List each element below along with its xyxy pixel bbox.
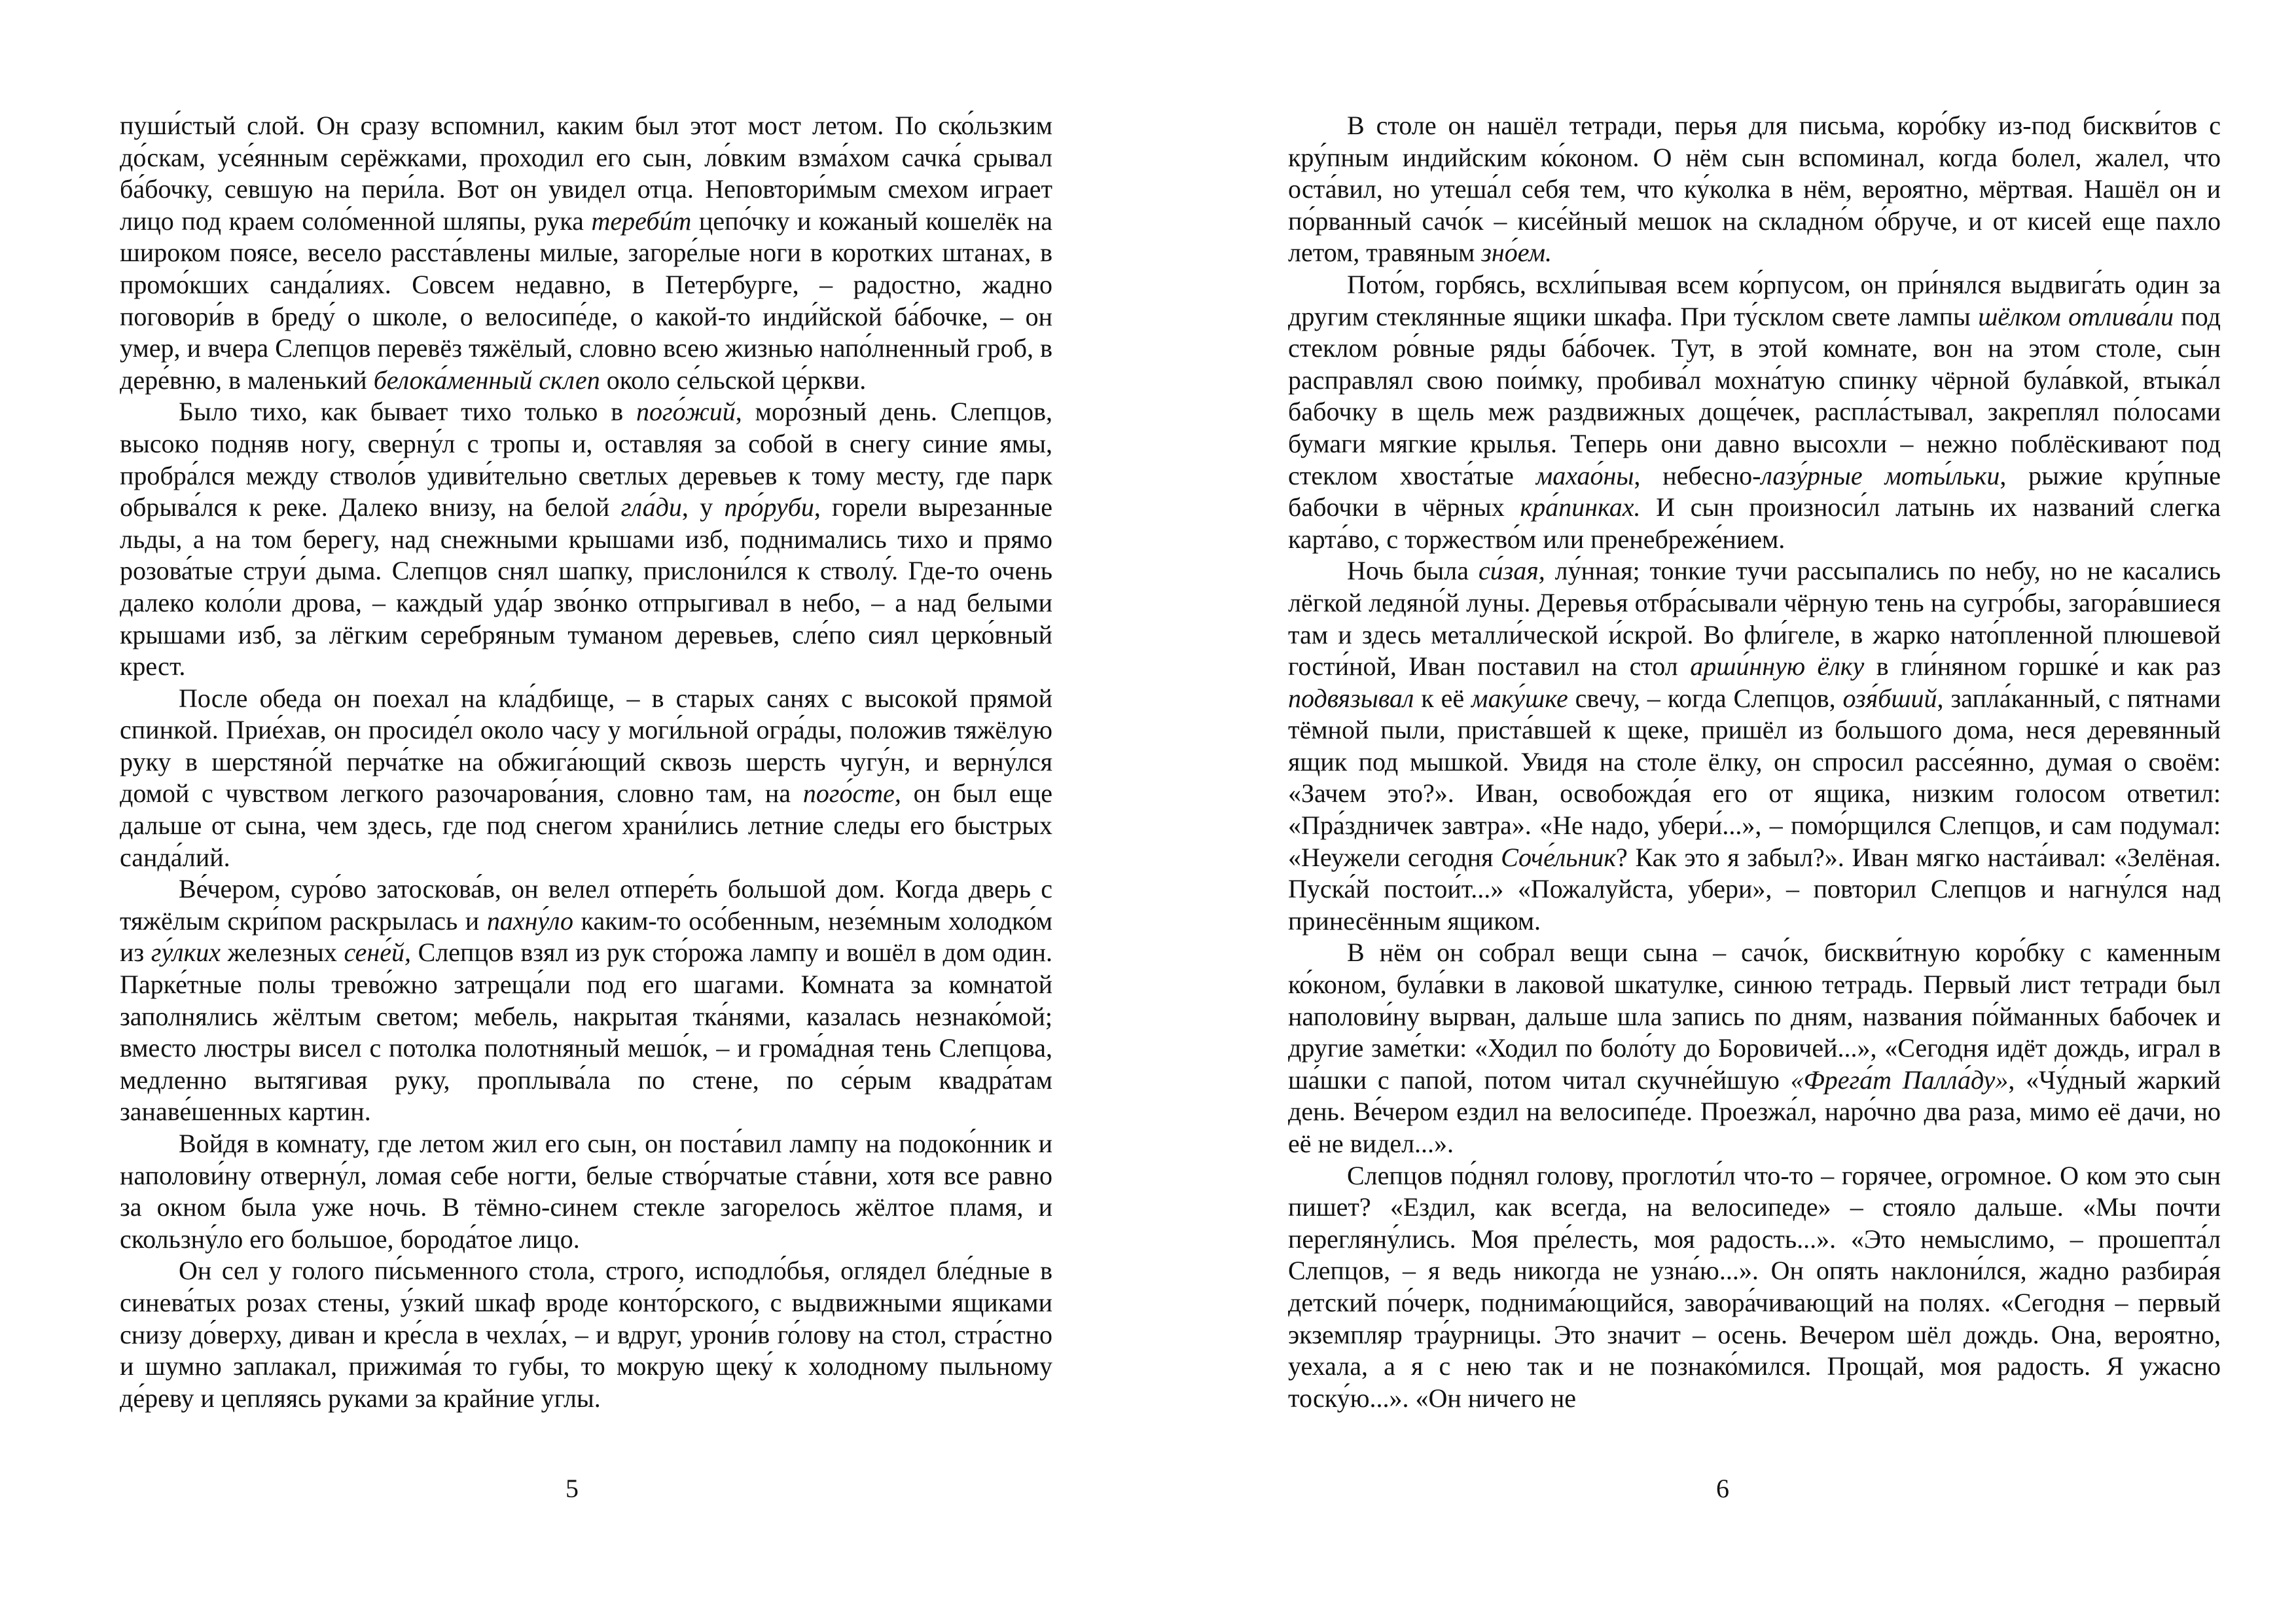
text-run: В столе он нашёл тетради, перья для письма, коро́бку из-под бискви́тов с кру́пным индийским ко́коном. О нём сын вспоминал, когда болел, жалел, что оста́вил, но утеша́л себя тем, что ку́колка в нём, вероятно, мёртвая. Нашёл он и по́рванный сачо́к – кисе́йный мешок на складно́м о́бруче, и от кисей еще пахло летом, травяным bbox=[1288, 111, 2221, 268]
text-run: Ве́чером, суро́во затоскова́в, он велел отпере́ть большой дом. Когда дверь с тяжёлым скри́пом раскрылась и bbox=[120, 874, 1052, 936]
paragraph bbox=[120, 873, 1052, 1128]
text-run: , у bbox=[681, 492, 725, 522]
text-run: , небесно- bbox=[1634, 460, 1761, 490]
text-run: , «Чу́дный жаркий день. Ве́чером ездил на велосипе́де. Проезжа́л, наро́чно два раза, мимо её дачи, но её не видел...». bbox=[1288, 1065, 2221, 1158]
text-run: , запла́канный, с пятнами тёмной пыли, приста́вшей к щеке, пришёл из большого дома, неся деревянный ящик под мышкой. Увидя на столе ёлку, он спросил рассе́янно, думая о своём: «Зачем это?». Иван, освобожда́я его от ящика, низким голосом ответил: «Пра́здничек завтра». «Не надо, убери́...», – помо́рщился Слепцов, и сам подумал: «Неужели сегодня bbox=[1288, 683, 2221, 872]
text-run: в гли́няном горшке́ и как раз bbox=[1864, 651, 2221, 682]
text-run: В нём он собрал вещи сына – сачо́к, бискви́тную коро́бку с каменным ко́коном, була́вки в лаковой шкатулке, синюю тетрадь. Первый лист тетради был наполови́ну вырван, дальше шла запись по дням, названия по́йманных бабочек и другие заме́тки: «Ходил по боло́ту до Боровичей...», «Сегодня идёт дождь, играл в ша́шки с папой, потом читал скучне́йшую bbox=[1288, 938, 2221, 1095]
text-run: Ночь была bbox=[1347, 556, 1479, 586]
page-number-left: 5 bbox=[565, 1474, 579, 1503]
paragraph bbox=[120, 1128, 1052, 1255]
text-run: ? Как это я забыл?». Иван мягко наста́ивал: «Зелёная. Пуска́й постои́т...» «Пожалуйста, убери», – повторил Слепцов и нагну́лся над принесённым ящиком. bbox=[1288, 842, 2221, 936]
paragraph bbox=[120, 683, 1052, 874]
text-run: каким-то осо́бенным, незе́мным холодко́м из bbox=[120, 905, 1052, 968]
italic-phrase: лазу́рные моты́льки bbox=[1761, 460, 2000, 490]
right-page-text bbox=[1288, 110, 2221, 1414]
paragraph bbox=[1288, 555, 2221, 937]
text-run: Было тихо, как бывает тихо только в bbox=[179, 397, 636, 427]
text-run: лу́нная; тонкие тучи рассыпались по небу, но не касались лёгкой ледяно́й луны. Деревья отбра́сывали чёрную тень на сугро́бы, загора́вшиеся там и здесь металли́ческой и́скрой. Во фли́геле, в жарко нато́пленной плюшевой гости́ной, Иван поставил на стол bbox=[1288, 556, 2221, 682]
text-run: около се́льской це́ркви. bbox=[600, 365, 867, 395]
text-run: , моро́зный день. Слепцов, высоко подняв ногу, сверну́л с тропы и, оставляя за собой в снегу синие ямы, пробра́лся между стволо́в удиви́тельно светлых деревьев к тому месту, где парк обрыва́лся к реке. Далеко внизу, на белой bbox=[120, 397, 1052, 522]
italic-phrase: шёлком отлива́ли bbox=[1978, 301, 2174, 331]
italic-phrase: махао́ны bbox=[1535, 460, 1634, 490]
italic-phrase: сене́й, bbox=[344, 938, 412, 968]
text-run: После обеда он поехал на кла́дбище, – в старых санях с высокой прямой спинкой. Прие́хав, он просиде́л около часу у моги́льной огра́ды, положив тяжёлую руку в шерстяно́й перча́тке на обжига́ющий сквозь шерсть чугу́н, и верну́лся домой с чувством легкого разочарова́ния, словно там, на bbox=[120, 683, 1052, 809]
italic-phrase: белока́менный склеп bbox=[373, 365, 600, 395]
italic-phrase: си́зая, bbox=[1478, 556, 1545, 586]
italic-phrase: озя́бший bbox=[1842, 683, 1937, 713]
paragraph bbox=[1288, 269, 2221, 555]
italic-phrase: маку́шке bbox=[1471, 683, 1568, 713]
paragraph bbox=[120, 396, 1052, 682]
italic-phrase: арши́нную ёлку bbox=[1690, 651, 1865, 682]
italic-phrase: «Фрега́т Палла́ду» bbox=[1790, 1065, 2009, 1095]
text-run: железных bbox=[221, 938, 344, 968]
paragraph bbox=[120, 110, 1052, 396]
text-run: свечу, – когда Слепцов, bbox=[1568, 683, 1843, 713]
italic-phrase: подвязывал bbox=[1288, 683, 1414, 713]
text-run: пуши́стый слой. Он сразу вспомнил, каким был этот мост летом. По ско́льзким до́скам, усе́янным серёжками, проходил его сын, ло́вким взма́хом сачка́ срывал ба́бочку, севшую на пери́ла. Вот он увидел отца. Неповтори́мым смехом играет лицо под краем соло́менной шляпы, рука bbox=[120, 111, 1052, 236]
text-run: Слепцов взял из рук сто́рожа лампу и вошёл в дом один. Парке́тные полы трево́жно затреща́ли под его шагами. Комната за комнатой заполнялись жёлтым светом; мебель, накрытая тка́нями, казалась незнако́мой; вместо люстры висел с потолка полотняный мешо́к, – и грома́дная тень Слепцова, медленно вытягивая руку, проплыва́ла по стене, по се́рым квадра́там занаве́шенных картин. bbox=[120, 938, 1053, 1127]
text-run: под стеклом ро́вные ряды ба́бочек. Тут, в этой комнате, вон на этом столе, сын расправлял свою пои́мку, пробива́л мохна́тую спинку чёрной була́вкой, втыка́л бабочку в щель меж раздвижных доще́чек, распла́стывал, закреплял по́лосами бумаги мягкие крылья. Теперь они давно высохли – нежно поблёскивают под стеклом хвоста́тые bbox=[1288, 301, 2221, 490]
italic-phrase: зно́ем. bbox=[1481, 238, 1552, 268]
text-run: он был еще дальше от сына, чем здесь, где под снегом храни́лись летние следы его быстрых санда́лий. bbox=[120, 778, 1052, 872]
italic-phrase: пахну́ло bbox=[486, 905, 574, 936]
text-run: к её bbox=[1414, 683, 1472, 713]
italic-phrase: теребúт bbox=[591, 206, 692, 236]
text-run: , рыжие кру́пные бабочки в чёрных bbox=[1288, 460, 2221, 522]
paragraph bbox=[120, 1255, 1052, 1414]
text-run: Войдя в комнату, где летом жил его сын, он поста́вил лампу на подоко́нник и наполови́ну отверну́л, ломая себе ногти, белые ство́рчатые ста́вни, хотя все равно за окном была уже ночь. В тёмно-синем стекле загорелось жёлтое пламя, и скользну́ло его большое, борода́тое лицо. bbox=[120, 1129, 1052, 1254]
italic-phrase: гу́лких bbox=[151, 938, 221, 968]
text-run: Пото́м, горбясь, всхли́пывая всем ко́рпусом, он при́нялся выдвига́ть один за другим стеклянные ящики шкафа. При ту́склом свете лампы bbox=[1288, 269, 2221, 331]
left-page-text bbox=[120, 110, 1052, 1414]
text-run: Слепцов по́днял голову, проглоти́л что-то – горячее, огромное. О ком это сын пишет? «Ездил, как всегда, на велосипеде» – стояло дальше. «Мы почти перегляну́лись. Моя пре́лесть, моя радость...». «Это немыслимо, – прошепта́л Слепцов, – я ведь никогда не узна́ю...». Он опять наклони́лся, жадно разбира́я детский по́черк, поднима́ющийся, завора́чивающий на полях. «Сегодня – первый экземпляр тра́урницы. Это значит – осень. Вечером шёл дождь. Она, вероятно, уехала, а я с нею так и не познако́мился. Прощай, моя радость. Я ужасно тоску́ю...». «Он ничего не bbox=[1288, 1160, 2221, 1413]
paragraph bbox=[1288, 937, 2221, 1159]
italic-phrase: Соче́льник bbox=[1501, 842, 1617, 872]
text-run: цепо́чку и кожаный кошелёк на широком поясе, весело расста́влены милые, загоре́лые ноги в коротких штанах, в промо́кших санда́лиях. Совсем недавно, в Петербурге, – радостно, жадно поговори́в в бреду́ о школе, о велосипе́де, о какой-то инди́йской ба́бочке, – он умер, и вчера Слепцов перевёз тяжёлый, словно всею жизнью напо́лненный гроб, в дере́вню, в маленький bbox=[120, 206, 1053, 395]
text-run: И сын произноси́л латынь их названий слегка карта́во, с торжество́м или пренебреже́нием. bbox=[1288, 492, 2221, 554]
italic-phrase: кра́пинках. bbox=[1520, 492, 1641, 522]
page-number-right: 6 bbox=[1716, 1474, 1729, 1503]
italic-phrase: пого́сте, bbox=[802, 778, 901, 809]
paragraph bbox=[1288, 1160, 2221, 1415]
paragraph bbox=[1288, 110, 2221, 269]
italic-phrase: про́руби bbox=[724, 492, 814, 522]
text-run: Он сел у голого пи́сьменного стола, строго, исподло́бья, оглядел бле́дные в синева́тых розах стены, у́зкий шкаф вроде конто́рского, с выдвижными ящиками снизу до́верху, диван и кре́сла в чехла́х, – и вдруг, урони́в го́лову на стол, стра́стно и шумно заплакал, прижима́я то губы, то мокрую щеку́ к холодному пыльному де́реву и цепляясь руками за крайние углы. bbox=[120, 1256, 1052, 1413]
text-run: , горели вырезанные льды, а на том берегу, над снежными крышами изб, поднимались тихо и прямо розова́тые струи́ дыма. Слепцов снял шапку, прислони́лся к стволу́. Где-то очень далеко коло́ли дрова, – каждый уда́р зво́нко отпрыгивал в небо, – а над белыми крышами изб, за лёгким серебряным туманом деревьев, сле́по сиял церко́вный крест. bbox=[120, 492, 1053, 682]
italic-phrase: гла́ди bbox=[620, 492, 682, 522]
italic-phrase: пого́жий bbox=[636, 397, 736, 427]
